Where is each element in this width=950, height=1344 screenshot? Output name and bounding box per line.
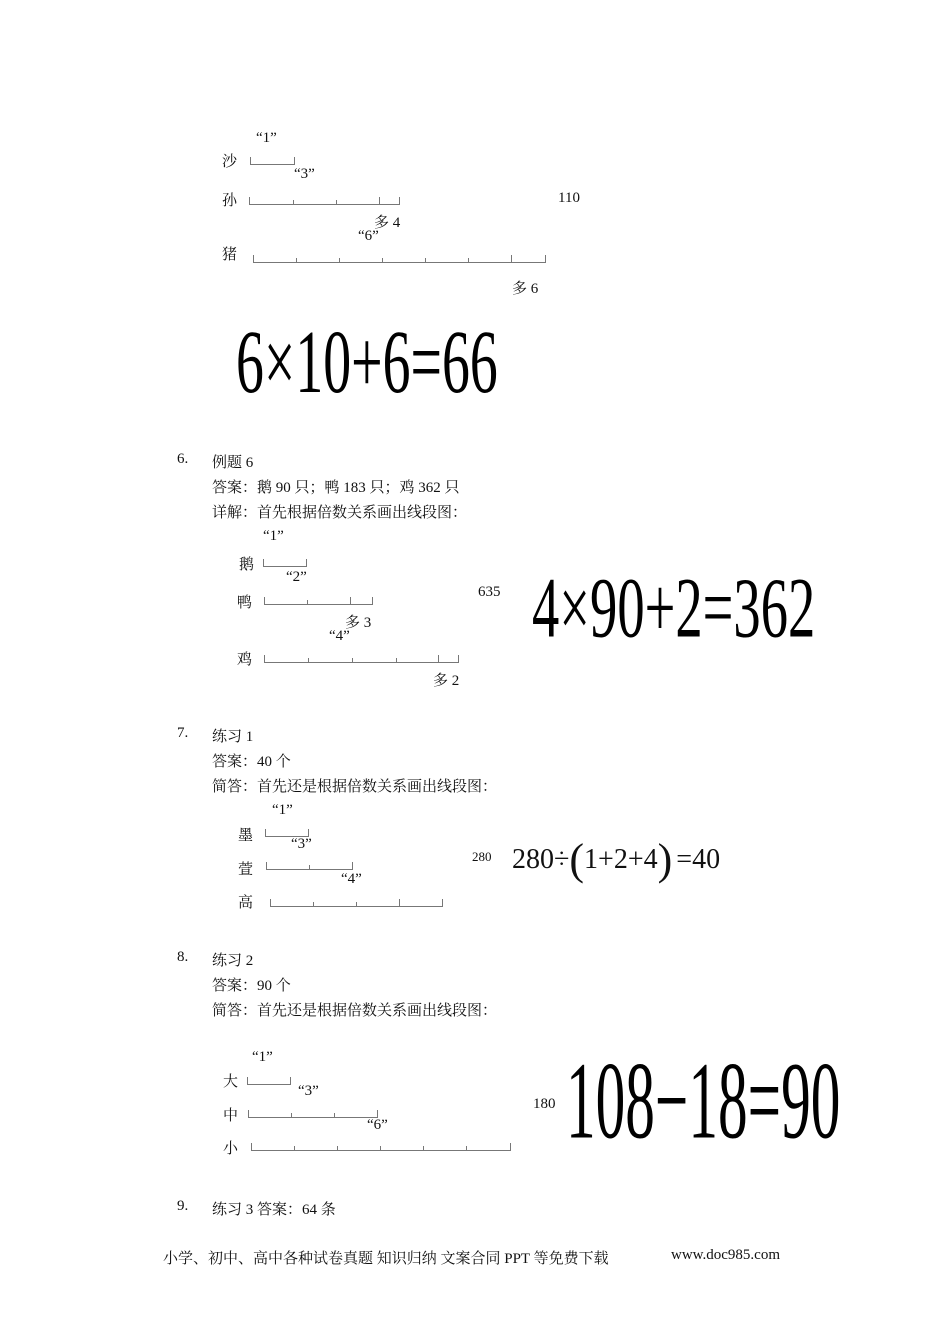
item-title: 练习 2: [212, 953, 254, 969]
ratio-label-1: “1”: [272, 802, 293, 818]
ratio-label-1: “1”: [263, 528, 284, 544]
ratio-label-2: “2”: [286, 569, 307, 585]
answer-line: 答案：40 个: [212, 754, 291, 770]
equation-7: [512, 835, 721, 884]
row-label-sun: 孙: [222, 193, 238, 209]
item-text: 练习 3 答案：64 条: [212, 1202, 336, 1218]
item-number: 8.: [177, 949, 189, 965]
row-label-sha: 沙: [222, 154, 238, 170]
ratio-label-3: “3”: [294, 166, 315, 182]
item-number: 6.: [177, 451, 189, 467]
detail-line: 简答：首先还是根据倍数关系画出线段图：: [212, 779, 498, 795]
item-number: 9.: [177, 1198, 189, 1214]
equation-left: 280÷: [512, 844, 570, 875]
equation-inner: 1+2+4: [584, 844, 658, 875]
more-label-sun: 多 4: [374, 215, 401, 231]
row-label-da: 大: [223, 1074, 239, 1090]
answer-line: 答案：鹅 90 只；鸭 183 只；鸡 362 只: [212, 480, 460, 496]
row-label-ya: 鸭: [237, 595, 253, 611]
ratio-label-4: “4”: [341, 871, 362, 887]
row-label-mo: 墨: [238, 828, 254, 844]
item-number: 7.: [177, 725, 189, 741]
item-title: 例题 6: [212, 455, 254, 471]
row-label-gao: 高: [238, 895, 254, 911]
answer-line: 答案：90 个: [212, 978, 291, 994]
total-label: 280: [472, 849, 492, 864]
more-label-ji: 多 2: [433, 673, 460, 689]
row-label-e: 鹅: [239, 557, 255, 573]
detail-line: 简答：首先还是根据倍数关系画出线段图：: [212, 1003, 498, 1019]
ratio-label-3: “3”: [298, 1083, 319, 1099]
detail-line: 详解：首先根据倍数关系画出线段图：: [212, 505, 468, 521]
row-label-xiao: 小: [223, 1141, 239, 1157]
more-label-zhu: 多 6: [512, 281, 539, 297]
footer-text: 小学、初中、高中各种试卷真题 知识归纳 文案合同 PPT 等免费下载: [163, 1251, 609, 1267]
ratio-label-6: “6”: [367, 1117, 388, 1133]
ratio-label-6: “6”: [358, 228, 379, 244]
equation-6: 4×90+2=362: [532, 561, 816, 656]
total-label: 110: [558, 190, 580, 206]
equation-1: 6×10+6=66: [236, 313, 498, 413]
ratio-label-1: “1”: [252, 1049, 273, 1065]
row-label-zhu: 猪: [222, 247, 238, 263]
more-label-ya: 多 3: [345, 615, 372, 631]
row-label-xuan: 萱: [238, 862, 254, 878]
equation-8: 108−18=90: [566, 1040, 841, 1162]
item-title: 练习 1: [212, 729, 254, 745]
total-label: 635: [478, 584, 501, 600]
footer-url[interactable]: www.doc985.com: [671, 1247, 781, 1263]
ratio-label-1: “1”: [256, 130, 277, 146]
row-label-zhong: 中: [223, 1108, 239, 1124]
ratio-label-3: “3”: [291, 836, 312, 852]
total-label: 180: [533, 1096, 556, 1112]
ratio-label-4: “4”: [329, 628, 350, 644]
row-label-ji: 鸡: [237, 652, 253, 668]
paren-open: (: [569, 835, 585, 884]
equation-right: =40: [676, 844, 721, 875]
paren-close: ): [657, 835, 673, 884]
